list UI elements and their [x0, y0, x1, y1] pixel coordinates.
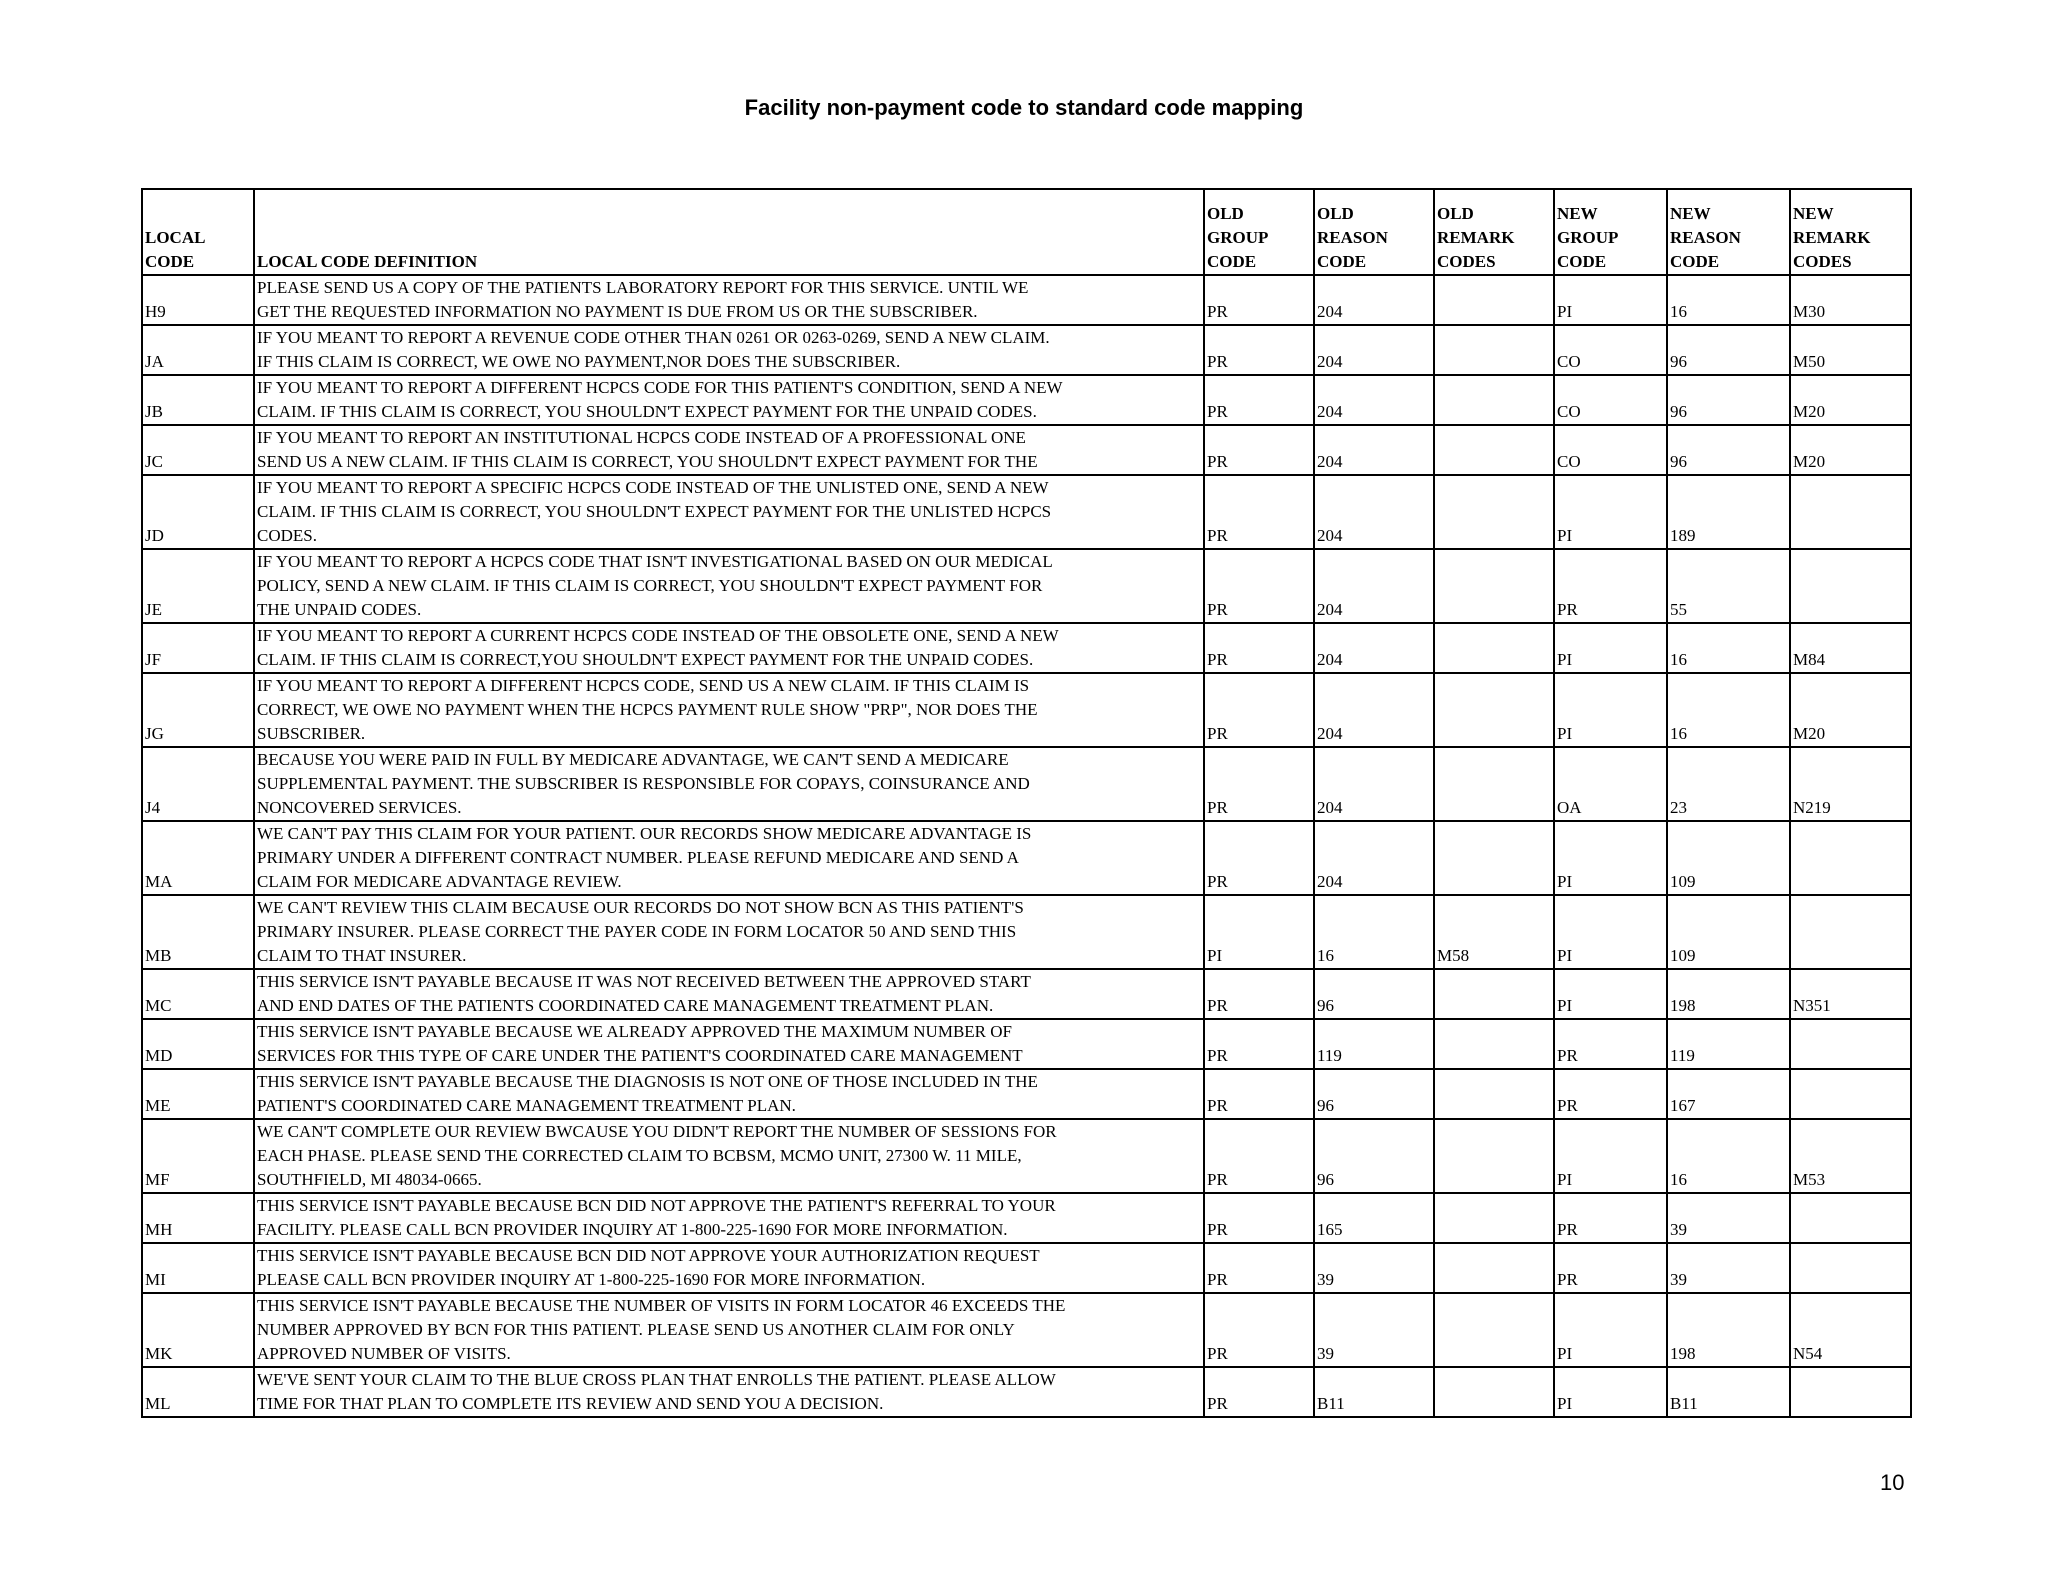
header-line: OLD	[1207, 204, 1244, 223]
definition-line: THIS SERVICE ISN'T PAYABLE BECAUSE WE ALREADY APPROVED THE MAXIMUM NUMBER OF	[257, 1022, 1012, 1041]
old-group-code-cell: PR	[1204, 623, 1314, 673]
new-reason-code-header	[1667, 189, 1790, 275]
old-group-code-cell: PR	[1204, 475, 1314, 549]
definition-line: THIS SERVICE ISN'T PAYABLE BECAUSE BCN DID NOT APPROVE THE PATIENT'S REFERRAL TO YOUR	[257, 1196, 1056, 1215]
header-line: CODES	[1793, 252, 1852, 271]
definition-line: CLAIM. IF THIS CLAIM IS CORRECT, YOU SHOULDN'T EXPECT PAYMENT FOR THE UNLISTED HCPCS	[257, 502, 1052, 521]
old-reason-code-cell: 39	[1314, 1243, 1434, 1293]
old-reason-code-cell: B11	[1314, 1367, 1434, 1417]
definition-line: PLEASE CALL BCN PROVIDER INQUIRY AT 1-800-225-1690 FOR MORE INFORMATION.	[257, 1270, 926, 1289]
old-remark-codes-cell	[1434, 821, 1554, 895]
table-row	[142, 1367, 1911, 1417]
local-code-cell: JA	[142, 325, 254, 375]
old-group-code-cell: PR	[1204, 275, 1314, 325]
definition-line: CLAIM FOR MEDICARE ADVANTAGE REVIEW.	[257, 872, 622, 891]
old-remark-codes-cell	[1434, 1119, 1554, 1193]
table-row	[142, 1293, 1911, 1367]
header-line: CODE	[145, 252, 195, 271]
table-header-row	[142, 189, 1911, 275]
definition-cell	[254, 1019, 1204, 1069]
header-line: NEW	[1670, 204, 1711, 223]
definition-line: WE CAN'T COMPLETE OUR REVIEW BWCAUSE YOU DIDN'T REPORT THE NUMBER OF SESSIONS FOR	[257, 1122, 1057, 1141]
new-reason-code-cell: 167	[1667, 1069, 1790, 1119]
definition-line: THE UNPAID CODES.	[257, 600, 422, 619]
definition-line: BECAUSE YOU WERE PAID IN FULL BY MEDICARE ADVANTAGE, WE CAN'T SEND A MEDICARE	[257, 750, 1009, 769]
new-remark-codes-cell: M53	[1790, 1119, 1911, 1193]
new-group-code-cell: OA	[1554, 747, 1667, 821]
local-code-cell: JC	[142, 425, 254, 475]
table-row	[142, 895, 1911, 969]
new-remark-codes-cell: N219	[1790, 747, 1911, 821]
definition-cell	[254, 375, 1204, 425]
definition-cell	[254, 275, 1204, 325]
table-body	[142, 275, 1911, 1417]
definition-cell	[254, 549, 1204, 623]
new-remark-codes-cell	[1790, 549, 1911, 623]
definition-line: PRIMARY INSURER. PLEASE CORRECT THE PAYER CODE IN FORM LOCATOR 50 AND SEND THIS	[257, 922, 1017, 941]
local-code-cell: H9	[142, 275, 254, 325]
new-remark-codes-cell	[1790, 1069, 1911, 1119]
header-line: LOCAL	[145, 228, 206, 247]
definition-line: PLEASE SEND US A COPY OF THE PATIENTS LABORATORY REPORT FOR THIS SERVICE. UNTIL WE	[257, 278, 1029, 297]
new-reason-code-cell: 39	[1667, 1243, 1790, 1293]
table-row	[142, 549, 1911, 623]
definition-line: WE'VE SENT YOUR CLAIM TO THE BLUE CROSS PLAN THAT ENROLLS THE PATIENT. PLEASE ALLOW	[257, 1370, 1056, 1389]
definition-cell	[254, 425, 1204, 475]
old-reason-code-cell: 204	[1314, 673, 1434, 747]
new-remark-codes-cell	[1790, 475, 1911, 549]
code-mapping-table	[141, 188, 1912, 1418]
local-code-cell: J4	[142, 747, 254, 821]
header-line: CODE	[1557, 252, 1607, 271]
definition-line: IF YOU MEANT TO REPORT A CURRENT HCPCS CODE INSTEAD OF THE OBSOLETE ONE, SEND A NEW	[257, 626, 1059, 645]
definition-cell	[254, 1243, 1204, 1293]
header-line: REASON	[1317, 228, 1388, 247]
definition-cell	[254, 1367, 1204, 1417]
page-title: Facility non-payment code to standard code mapping	[744, 95, 1304, 120]
definition-line: THIS SERVICE ISN'T PAYABLE BECAUSE THE DIAGNOSIS IS NOT ONE OF THOSE INCLUDED IN THE	[257, 1072, 1038, 1091]
table-row	[142, 623, 1911, 673]
definition-line: EACH PHASE. PLEASE SEND THE CORRECTED CLAIM TO BCBSM, MCMO UNIT, 27300 W. 11 MILE,	[257, 1146, 1022, 1165]
local-code-cell: ME	[142, 1069, 254, 1119]
definition-cell	[254, 475, 1204, 549]
header-line: REASON	[1670, 228, 1741, 247]
table-row	[142, 275, 1911, 325]
old-group-code-cell: PR	[1204, 375, 1314, 425]
definition-line: SUPPLEMENTAL PAYMENT. THE SUBSCRIBER IS RESPONSIBLE FOR COPAYS, COINSURANCE AND	[257, 774, 1030, 793]
new-reason-code-cell: 198	[1667, 1293, 1790, 1367]
new-reason-code-cell: 109	[1667, 895, 1790, 969]
new-reason-code-cell: 16	[1667, 623, 1790, 673]
old-reason-code-cell: 96	[1314, 1069, 1434, 1119]
new-remark-codes-cell	[1790, 821, 1911, 895]
old-remark-codes-cell	[1434, 1367, 1554, 1417]
new-remark-codes-cell: N54	[1790, 1293, 1911, 1367]
new-group-code-cell: CO	[1554, 375, 1667, 425]
local-code-cell: MA	[142, 821, 254, 895]
header-line: REMARK	[1437, 228, 1515, 247]
old-reason-code-cell: 96	[1314, 1119, 1434, 1193]
new-remark-codes-cell: M20	[1790, 375, 1911, 425]
definition-cell	[254, 1119, 1204, 1193]
definition-line: IF YOU MEANT TO REPORT AN INSTITUTIONAL HCPCS CODE INSTEAD OF A PROFESSIONAL ONE	[257, 428, 1026, 447]
definition-line: CLAIM TO THAT INSURER.	[257, 946, 467, 965]
old-remark-codes-cell	[1434, 673, 1554, 747]
local-code-cell: MC	[142, 969, 254, 1019]
definition-cell	[254, 623, 1204, 673]
local-code-cell: MF	[142, 1119, 254, 1193]
table-row	[142, 1243, 1911, 1293]
definition-line: CLAIM. IF THIS CLAIM IS CORRECT,YOU SHOULDN'T EXPECT PAYMENT FOR THE UNPAID CODES.	[257, 650, 1034, 669]
definition-line: APPROVED NUMBER OF VISITS.	[257, 1344, 511, 1363]
old-reason-code-cell: 16	[1314, 895, 1434, 969]
old-reason-code-cell: 204	[1314, 623, 1434, 673]
new-remark-codes-cell: N351	[1790, 969, 1911, 1019]
old-reason-code-cell: 165	[1314, 1193, 1434, 1243]
old-reason-code-cell: 204	[1314, 325, 1434, 375]
old-remark-codes-cell	[1434, 425, 1554, 475]
definition-line: POLICY, SEND A NEW CLAIM. IF THIS CLAIM IS CORRECT, YOU SHOULDN'T EXPECT PAYMENT FOR	[257, 576, 1043, 595]
definition-line: PRIMARY UNDER A DIFFERENT CONTRACT NUMBER. PLEASE REFUND MEDICARE AND SEND A	[257, 848, 1019, 867]
definition-line: TIME FOR THAT PLAN TO COMPLETE ITS REVIEW AND SEND YOU A DECISION.	[257, 1394, 884, 1413]
new-reason-code-cell: 198	[1667, 969, 1790, 1019]
new-reason-code-cell: 119	[1667, 1019, 1790, 1069]
definition-line: WE CAN'T PAY THIS CLAIM FOR YOUR PATIENT. OUR RECORDS SHOW MEDICARE ADVANTAGE IS	[257, 824, 1032, 843]
header-line: CODES	[1437, 252, 1496, 271]
definition-cell	[254, 1293, 1204, 1367]
old-remark-codes-cell: M58	[1434, 895, 1554, 969]
new-group-code-cell: PR	[1554, 1243, 1667, 1293]
header-line: CODE	[1317, 252, 1367, 271]
definition-cell	[254, 1069, 1204, 1119]
new-group-code-cell: PR	[1554, 1019, 1667, 1069]
table-row	[142, 969, 1911, 1019]
definition-line: IF YOU MEANT TO REPORT A DIFFERENT HCPCS CODE FOR THIS PATIENT'S CONDITION, SEND A NEW	[257, 378, 1063, 397]
new-group-code-cell: PI	[1554, 1367, 1667, 1417]
old-reason-code-cell: 96	[1314, 969, 1434, 1019]
old-reason-code-cell: 204	[1314, 747, 1434, 821]
new-group-code-cell: PI	[1554, 475, 1667, 549]
definition-line: NUMBER APPROVED BY BCN FOR THIS PATIENT. PLEASE SEND US ANOTHER CLAIM FOR ONLY	[257, 1320, 1015, 1339]
definition-line: WE CAN'T REVIEW THIS CLAIM BECAUSE OUR RECORDS DO NOT SHOW BCN AS THIS PATIENT'S	[257, 898, 1024, 917]
new-remark-codes-cell	[1790, 1019, 1911, 1069]
header-line: REMARK	[1793, 228, 1871, 247]
table-row	[142, 475, 1911, 549]
new-group-code-cell: PR	[1554, 1193, 1667, 1243]
header-line: CODE	[1670, 252, 1720, 271]
definition-line: IF YOU MEANT TO REPORT A SPECIFIC HCPCS CODE INSTEAD OF THE UNLISTED ONE, SEND A NEW	[257, 478, 1049, 497]
definition-line: CLAIM. IF THIS CLAIM IS CORRECT, YOU SHOULDN'T EXPECT PAYMENT FOR THE UNPAID CODES.	[257, 402, 1037, 421]
new-group-code-cell: PI	[1554, 275, 1667, 325]
definition-line: NONCOVERED SERVICES.	[257, 798, 462, 817]
new-group-code-cell: PI	[1554, 969, 1667, 1019]
old-reason-code-cell: 119	[1314, 1019, 1434, 1069]
definition-line: FACILITY. PLEASE CALL BCN PROVIDER INQUIRY AT 1-800-225-1690 FOR MORE INFORMATION.	[257, 1220, 1008, 1239]
new-remark-codes-cell: M20	[1790, 673, 1911, 747]
table-row	[142, 673, 1911, 747]
new-group-code-cell: PI	[1554, 821, 1667, 895]
old-remark-codes-cell	[1434, 325, 1554, 375]
header-line: OLD	[1317, 204, 1354, 223]
header-line: OLD	[1437, 204, 1474, 223]
header-line: GROUP	[1207, 228, 1269, 247]
old-group-code-cell: PR	[1204, 821, 1314, 895]
header-line: CODE	[1207, 252, 1257, 271]
header-line: NEW	[1793, 204, 1834, 223]
table-row	[142, 821, 1911, 895]
local-code-cell: MD	[142, 1019, 254, 1069]
new-remark-codes-cell: M30	[1790, 275, 1911, 325]
definition-cell	[254, 747, 1204, 821]
new-remark-codes-header	[1790, 189, 1911, 275]
definition-line: GET THE REQUESTED INFORMATION NO PAYMENT IS DUE FROM US OR THE SUBSCRIBER.	[257, 302, 978, 321]
new-group-code-cell: CO	[1554, 425, 1667, 475]
definition-line: IF THIS CLAIM IS CORRECT, WE OWE NO PAYMENT,NOR DOES THE SUBSCRIBER.	[257, 352, 901, 371]
new-remark-codes-cell: M20	[1790, 425, 1911, 475]
new-remark-codes-cell	[1790, 1193, 1911, 1243]
definition-line: CODES.	[257, 526, 317, 545]
definition-cell	[254, 673, 1204, 747]
old-group-code-cell: PR	[1204, 1193, 1314, 1243]
table-row	[142, 425, 1911, 475]
definition-line: THIS SERVICE ISN'T PAYABLE BECAUSE IT WAS NOT RECEIVED BETWEEN THE APPROVED START	[257, 972, 1031, 991]
old-reason-code-cell: 204	[1314, 549, 1434, 623]
header-line: LOCAL CODE DEFINITION	[257, 252, 478, 271]
old-remark-codes-cell	[1434, 969, 1554, 1019]
definition-line: THIS SERVICE ISN'T PAYABLE BECAUSE THE NUMBER OF VISITS IN FORM LOCATOR 46 EXCEEDS THE	[257, 1296, 1066, 1315]
new-group-code-cell: PR	[1554, 1069, 1667, 1119]
definition-line: PATIENT'S COORDINATED CARE MANAGEMENT TREATMENT PLAN.	[257, 1096, 796, 1115]
new-reason-code-cell: 16	[1667, 275, 1790, 325]
old-group-code-cell: PR	[1204, 969, 1314, 1019]
new-remark-codes-cell: M84	[1790, 623, 1911, 673]
old-remark-codes-cell	[1434, 623, 1554, 673]
definition-line: IF YOU MEANT TO REPORT A DIFFERENT HCPCS CODE, SEND US A NEW CLAIM. IF THIS CLAIM IS	[257, 676, 1030, 695]
local-code-cell: MK	[142, 1293, 254, 1367]
new-remark-codes-cell	[1790, 895, 1911, 969]
new-reason-code-cell: 96	[1667, 375, 1790, 425]
table-row	[142, 1019, 1911, 1069]
local-code-cell: ML	[142, 1367, 254, 1417]
definition-line: SOUTHFIELD, MI 48034-0665.	[257, 1170, 482, 1189]
new-group-code-cell: CO	[1554, 325, 1667, 375]
local-code-cell: MB	[142, 895, 254, 969]
old-remark-codes-header	[1434, 189, 1554, 275]
local-code-definition-header	[254, 189, 1204, 275]
local-code-cell: MH	[142, 1193, 254, 1243]
definition-line: CORRECT, WE OWE NO PAYMENT WHEN THE HCPCS PAYMENT RULE SHOW "PRP", NOR DOES THE	[257, 700, 1038, 719]
old-remark-codes-cell	[1434, 1293, 1554, 1367]
definition-line: SEND US A NEW CLAIM. IF THIS CLAIM IS CORRECT, YOU SHOULDN'T EXPECT PAYMENT FOR THE	[257, 452, 1038, 471]
new-group-code-cell: PI	[1554, 623, 1667, 673]
definition-line: SUBSCRIBER.	[257, 724, 366, 743]
local-code-cell: JE	[142, 549, 254, 623]
local-code-cell: JB	[142, 375, 254, 425]
header-line: GROUP	[1557, 228, 1619, 247]
new-reason-code-cell: 96	[1667, 325, 1790, 375]
old-group-code-cell: PR	[1204, 1069, 1314, 1119]
old-group-code-cell: PR	[1204, 1367, 1314, 1417]
new-reason-code-cell: B11	[1667, 1367, 1790, 1417]
new-reason-code-cell: 189	[1667, 475, 1790, 549]
table-row	[142, 1119, 1911, 1193]
table-row	[142, 747, 1911, 821]
old-remark-codes-cell	[1434, 275, 1554, 325]
old-remark-codes-cell	[1434, 747, 1554, 821]
old-remark-codes-cell	[1434, 475, 1554, 549]
old-group-code-cell: PR	[1204, 1243, 1314, 1293]
new-group-code-header	[1554, 189, 1667, 275]
old-group-code-cell: PR	[1204, 747, 1314, 821]
old-reason-code-cell: 39	[1314, 1293, 1434, 1367]
new-group-code-cell: PI	[1554, 673, 1667, 747]
old-reason-code-cell: 204	[1314, 821, 1434, 895]
old-reason-code-header	[1314, 189, 1434, 275]
table-row	[142, 1069, 1911, 1119]
old-group-code-cell: PR	[1204, 1119, 1314, 1193]
new-remark-codes-cell	[1790, 1243, 1911, 1293]
new-reason-code-cell: 23	[1667, 747, 1790, 821]
new-reason-code-cell: 109	[1667, 821, 1790, 895]
old-reason-code-cell: 204	[1314, 425, 1434, 475]
local-code-header	[142, 189, 254, 275]
old-group-code-cell: PR	[1204, 325, 1314, 375]
old-group-code-cell: PR	[1204, 549, 1314, 623]
definition-cell	[254, 821, 1204, 895]
definition-cell	[254, 325, 1204, 375]
definition-line: SERVICES FOR THIS TYPE OF CARE UNDER THE PATIENT'S COORDINATED CARE MANAGEMENT	[257, 1046, 1023, 1065]
new-reason-code-cell: 39	[1667, 1193, 1790, 1243]
definition-line: THIS SERVICE ISN'T PAYABLE BECAUSE BCN DID NOT APPROVE YOUR AUTHORIZATION REQUEST	[257, 1246, 1040, 1265]
old-group-code-cell: PI	[1204, 895, 1314, 969]
local-code-cell: MI	[142, 1243, 254, 1293]
table-row	[142, 325, 1911, 375]
local-code-cell: JD	[142, 475, 254, 549]
old-group-code-cell: PR	[1204, 673, 1314, 747]
old-reason-code-cell: 204	[1314, 275, 1434, 325]
old-remark-codes-cell	[1434, 1069, 1554, 1119]
new-group-code-cell: PI	[1554, 1119, 1667, 1193]
page-number: 10	[1880, 1470, 1905, 1495]
table-row	[142, 1193, 1911, 1243]
old-remark-codes-cell	[1434, 1019, 1554, 1069]
old-reason-code-cell: 204	[1314, 375, 1434, 425]
old-remark-codes-cell	[1434, 1193, 1554, 1243]
local-code-cell: JF	[142, 623, 254, 673]
old-remark-codes-cell	[1434, 549, 1554, 623]
old-group-code-cell: PR	[1204, 1293, 1314, 1367]
new-group-code-cell: PI	[1554, 895, 1667, 969]
old-reason-code-cell: 204	[1314, 475, 1434, 549]
header-line: NEW	[1557, 204, 1598, 223]
definition-line: IF YOU MEANT TO REPORT A REVENUE CODE OTHER THAN 0261 OR 0263-0269, SEND A NEW CLAIM.	[257, 328, 1050, 347]
new-remark-codes-cell: M50	[1790, 325, 1911, 375]
new-group-code-cell: PR	[1554, 549, 1667, 623]
definition-cell	[254, 895, 1204, 969]
new-reason-code-cell: 96	[1667, 425, 1790, 475]
new-remark-codes-cell	[1790, 1367, 1911, 1417]
new-reason-code-cell: 16	[1667, 673, 1790, 747]
old-remark-codes-cell	[1434, 375, 1554, 425]
table-row	[142, 375, 1911, 425]
old-group-code-cell: PR	[1204, 425, 1314, 475]
new-reason-code-cell: 55	[1667, 549, 1790, 623]
definition-cell	[254, 1193, 1204, 1243]
old-group-code-header	[1204, 189, 1314, 275]
old-remark-codes-cell	[1434, 1243, 1554, 1293]
new-group-code-cell: PI	[1554, 1293, 1667, 1367]
definition-line: IF YOU MEANT TO REPORT A HCPCS CODE THAT ISN'T INVESTIGATIONAL BASED ON OUR MEDICAL	[257, 552, 1053, 571]
new-reason-code-cell: 16	[1667, 1119, 1790, 1193]
definition-cell	[254, 969, 1204, 1019]
definition-line: AND END DATES OF THE PATIENTS COORDINATED CARE MANAGEMENT TREATMENT PLAN.	[257, 996, 994, 1015]
local-code-cell: JG	[142, 673, 254, 747]
old-group-code-cell: PR	[1204, 1019, 1314, 1069]
